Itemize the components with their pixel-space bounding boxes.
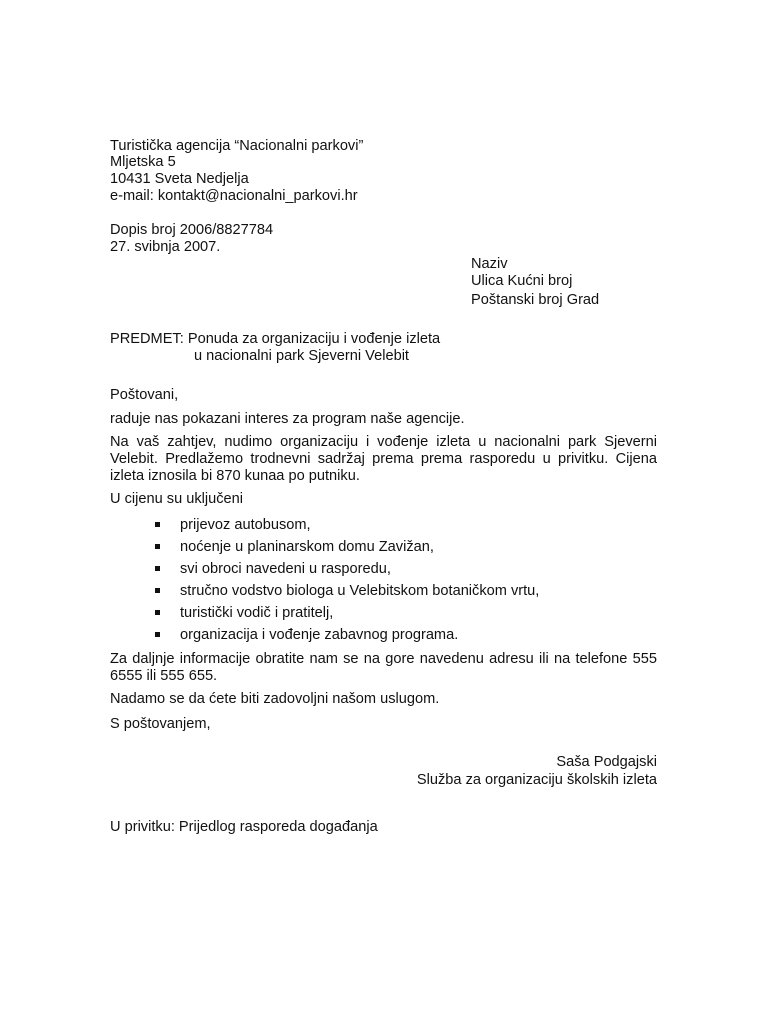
closing-hope: Nadamo se da ćete biti zadovoljni našom uslugom. [110,691,440,707]
contact-paragraph: Za daljnje informacije obratite nam se na gore navedenu adresu ili na telefone 555 6555 ili 555 655. [110,651,657,684]
bullet-icon [155,522,160,527]
sender-street: Mljetska 5 [110,154,176,170]
subject-line-1: PREDMET: Ponuda za organizaciju i vođenje izleta [110,331,441,347]
attachment-note: U privitku: Prijedlog rasporeda događanja [110,819,378,835]
offer-paragraph: Na vaš zahtjev, nudimo organizaciju i vođenje izleta u nacionalni park Sjeverni Velebit. Predlažemo trodnevni sadržaj prema prema rasporedu u privitku. Cijena izleta iznosila bi 870 kunaa po putniku. [110,434,657,484]
closing: S poštovanjem, [110,716,211,732]
reference-number: Dopis broj 2006/8827784 [110,222,274,238]
signature-name: Saša Podgajski [556,754,657,770]
included-list [150,514,539,646]
signature-department: Služba za organizaciju školskih izleta [416,772,657,788]
list-item: stručno vodstvo biologa u Velebitskom botaničkom vrtu, [150,580,539,602]
list-item: turistički vodič i pratitelj, [150,602,539,624]
subject-line-2: u nacionalni park Sjeverni Velebit [194,348,409,364]
sender-email: e-mail: kontakt@nacionalni_parkovi.hr [110,188,358,204]
bullet-icon [155,632,160,637]
recipient-postal: Poštanski broj Grad [471,292,600,308]
bullet-icon [155,610,160,615]
bullet-icon [155,544,160,549]
sender-city: 10431 Sveta Nedjelja [110,171,249,187]
list-item: noćenje u planinarskom domu Zavižan, [150,536,539,558]
bullet-icon [155,566,160,571]
intro-paragraph: raduje nas pokazani interes za program naše agencije. [110,411,465,427]
list-item: svi obroci navedeni u rasporedu, [150,558,539,580]
list-item: organizacija i vođenje zabavnog programa. [150,624,539,646]
letter-date: 27. svibnja 2007. [110,239,221,255]
list-item: prijevoz autobusom, [150,514,539,536]
recipient-street: Ulica Kućni broj [471,273,573,289]
greeting: Poštovani, [110,387,179,403]
recipient-name: Naziv [471,256,508,272]
included-heading: U cijenu su uključeni [110,491,244,507]
sender-name: Turistička agencija “Nacionalni parkovi” [110,138,364,154]
bullet-icon [155,588,160,593]
